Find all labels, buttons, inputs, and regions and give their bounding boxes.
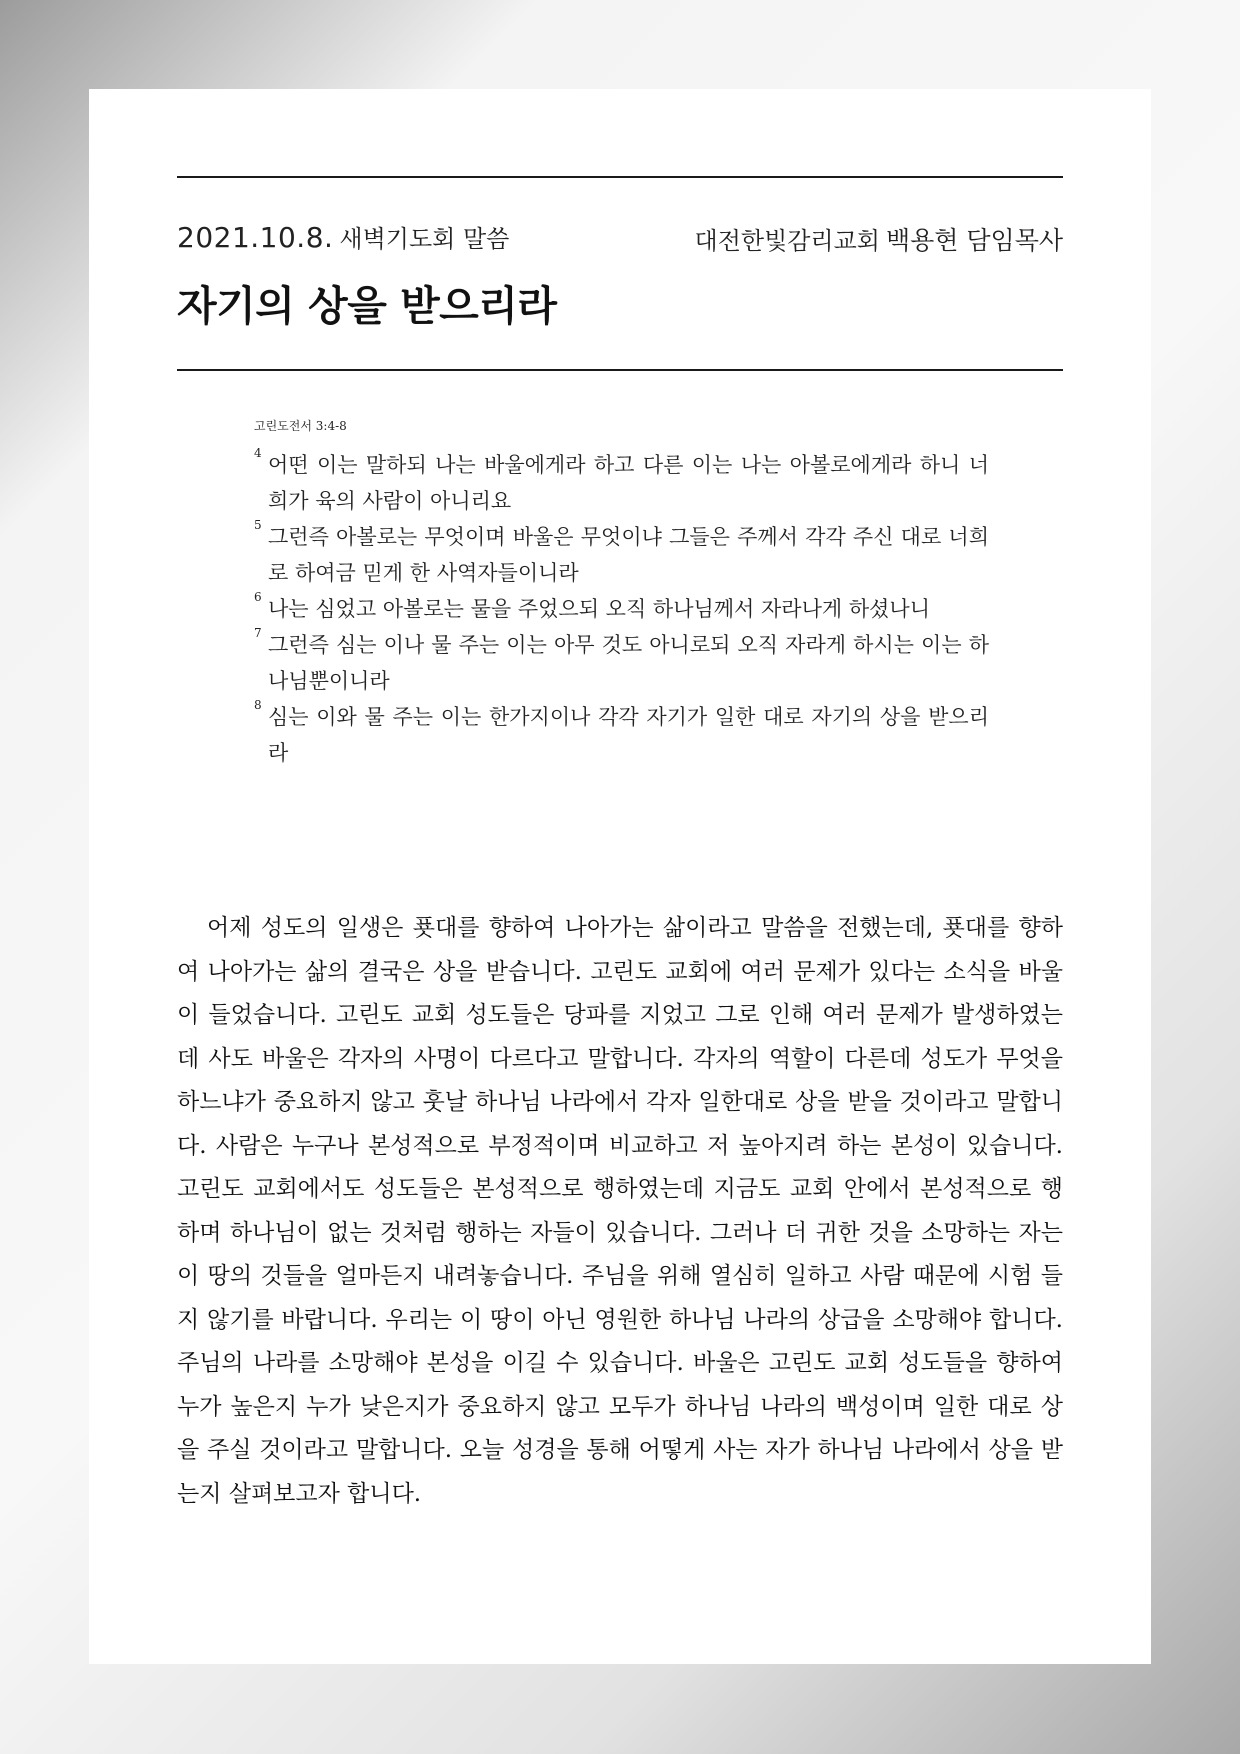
verse-number: 6 [254,590,262,604]
scripture-reference: 고린도전서 3:4-8 [254,419,347,433]
header-top-rule [177,176,1063,178]
verse-text: 그런즉 심는 이나 물 주는 이는 아무 것도 아니로되 오직 자라게 하시는 이는 하나님뿐이니라 [268,633,989,693]
header-bottom-rule [177,369,1063,371]
verse-number: 4 [254,446,262,460]
pastor-name: 백용현 담임목사 [886,226,1063,255]
verse-number: 5 [254,518,262,532]
sermon-paragraph: 어제 성도의 일생은 푯대를 향하여 나아가는 삶이라고 말씀을 전했는데, 푯대를 향하여 나아가는 삶의 결국은 상을 받습니다. 고린도 교회에 여러 문제가 있다는 소식을 바울이 들었습니다. 고린도 교회 성도들은 당파를 지었고 그로 인해 여러 문제가 발생하였는데 사도 바울은 각자의 사명이 다르다고 말합니다. 각자의 역할이 다른데 성도가 무엇을 하느냐가 중요하지 않고 훗날 하나님 나라에서 각자 일한대로 상을 받을 것이라고 말합니다. 사람은 누구나 본성적으로 부정적이며 비교하고 저 높아지려 하는 본성이 있습니다. 고린도 교회에서도 성도들은 본성적으로 행하였는데 지금도 교회 안에서 본성적으로 행하며 하나님이 없는 것처럼 행하는 자들이 있습니다. 그러나 더 귀한 것을 소망하는 자는 이 땅의 것들을 얼마든지 내려놓습니다. 주님을 위해 열심히 일하고 사람 때문에 시험 들지 않기를 바랍니다. 우리는 이 땅이 아닌 영원한 하나님 나라의 상급을 소망해야 합니다. 주님의 나라를 소망해야 본성을 이길 수 있습니다. 바울은 고린도 교회 성도들을 향하여 누가 높은지 누가 낮은지가 중요하지 않고 모두가 하나님 나라의 백성이며 일한 대로 상을 주실 것이라고 말합니다. 오늘 성경을 통해 어떻게 사는 자가 하나님 나라에서 상을 받는지 살펴보고자 합니다. [177,915,1063,1507]
church-name: 대전한빛감리교회 [694,227,880,255]
verse-number: 7 [254,626,262,640]
verse [254,627,989,699]
header-church-pastor [695,221,1063,257]
verse-text: 나는 심었고 아볼로는 물을 주었으되 오직 하나님께서 자라나게 하셨나니 [268,597,930,621]
service-name: 새벽기도회 말씀 [339,225,510,253]
header-date-service [177,219,509,254]
verse [254,519,989,591]
verse [254,447,989,519]
verse [254,699,989,771]
sermon-date: 2021.10.8. [177,221,334,254]
verse [254,591,989,627]
scripture-block [254,417,989,771]
verse-text: 그런즉 아볼로는 무엇이며 바울은 무엇이냐 그들은 주께서 각각 주신 대로 너희로 하여금 믿게 한 사역자들이니라 [268,525,989,585]
verse-number: 8 [254,698,262,712]
document-page [89,89,1151,1664]
sermon-title: 자기의 상을 받으리라 [177,282,557,330]
verse-text: 어떤 이는 말하되 나는 바울에게라 하고 다른 이는 나는 아볼로에게라 하니 너희가 육의 사람이 아니리요 [268,453,989,513]
verse-text: 심는 이와 물 주는 이는 한가지이나 각각 자기가 일한 대로 자기의 상을 받으리라 [268,705,989,765]
